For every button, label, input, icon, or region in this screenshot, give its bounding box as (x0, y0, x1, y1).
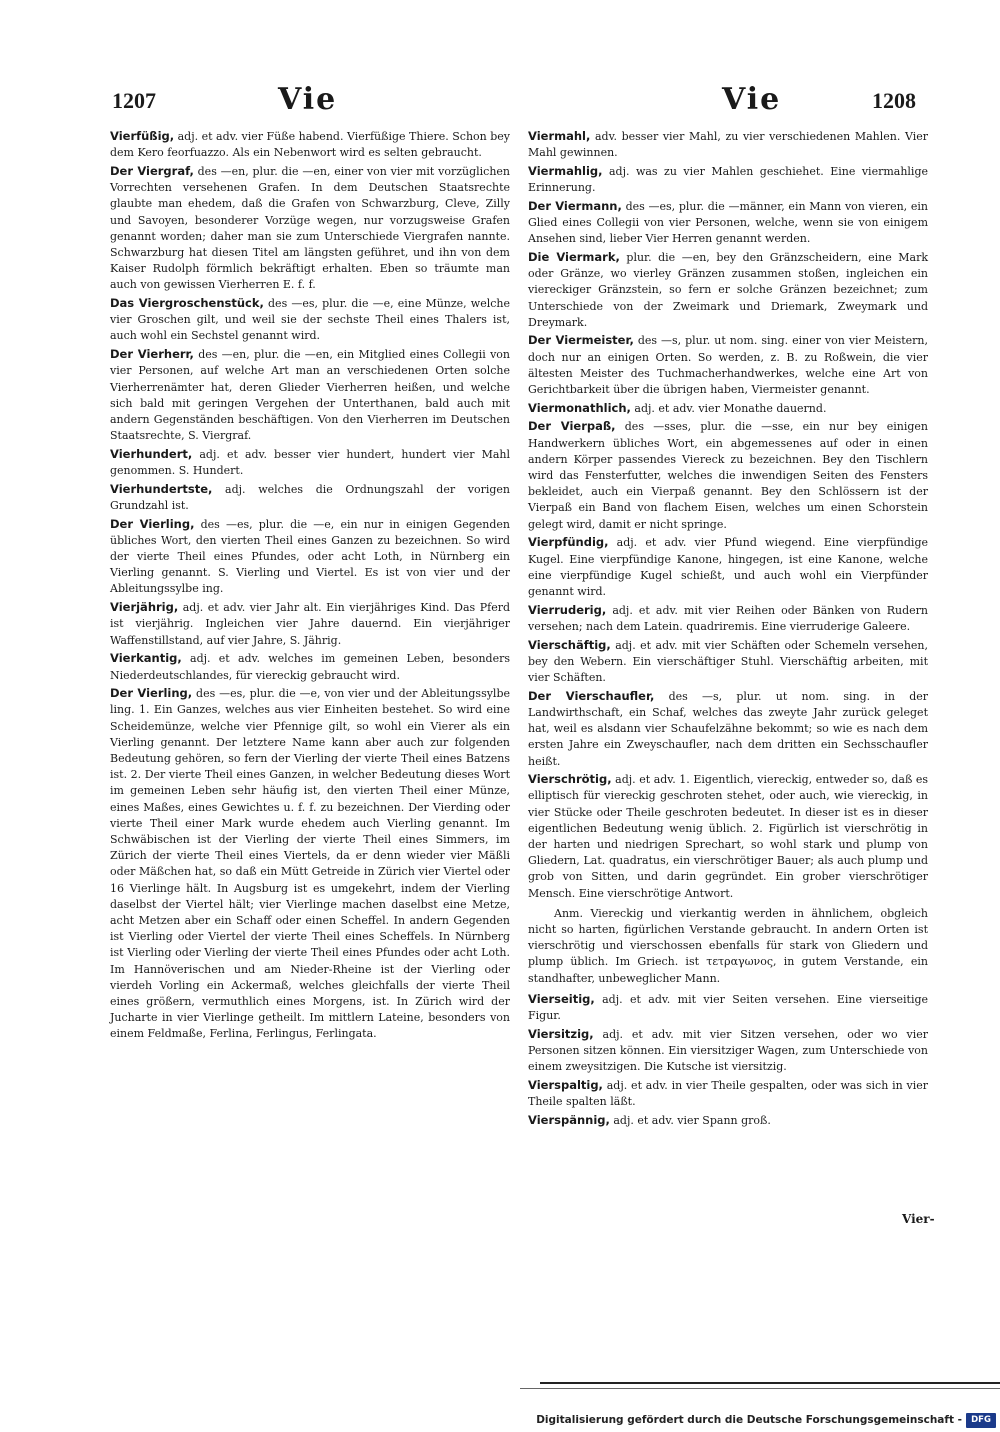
dictionary-entry (528, 163, 928, 196)
dictionary-entry (528, 534, 928, 600)
dictionary-entry (528, 249, 928, 331)
dictionary-entry (528, 418, 928, 532)
entry-text: adj. et adv. mit vier Reihen oder Bänken von Rudern versehen; nach dem Latein. quadriremis. Eine vierruderige Galeere. (528, 603, 928, 633)
dictionary-entry (110, 346, 510, 444)
headword: Viermonathlich, (528, 400, 631, 415)
headword: Der Viermeister, (528, 333, 634, 348)
entry-text: des —en, plur. die —en, ein Mitglied eines Collegii von vier Personen, auf welche Art man an verschiedenen Orten solche Vierherrenämter hat, deren Glieder Vierherren heißen, und welche sich bald mit geringen Vergehen der Unterthanen, bald auch mit andern Gegenständen beschäftigen. Von den Vierherren im Deutschen Staatsrechte, S. Viergraf. (110, 348, 511, 443)
dictionary-entry (110, 516, 510, 598)
headword: Der Viermann, (528, 198, 622, 213)
headword: Der Vierschaufler, (528, 688, 655, 703)
entry-text: adj. et adv. mit vier Sitzen versehen, oder wo vier Personen sitzen können. Ein viersitziger Wagen, zum Unterschiede von einem zweysitzigen. Die Kutsche ist viersitzig. (528, 1027, 928, 1074)
dictionary-entry (110, 295, 510, 345)
headword: Der Vierling, (110, 686, 193, 701)
catchword: Vier- (902, 1212, 935, 1226)
entry-text: des —es, plur. die —männer, ein Mann von vieren, ein Glied eines Collegii von vier Personen, welche, wenn sie von einigem Ansehen sind, lieber Vier Herren genannt werden. (528, 199, 928, 246)
dictionary-entry (110, 446, 510, 479)
entry-text: adj. et adv. 1. Eigentlich, viereckig, entweder so, daß es elliptisch für viereckig geschroten stehet, oder auch, wie viereckig, in vier Stücke oder Theile geschroten bedeutet. In dieser ist es in dieser eigentlichen Bedeutung wenig üblich. 2. Figürlich ist vierschrötig in der harten und niedrigen Sprechart, so wohl stark und plump von Gliedern, Lat. quadratus, ein vierschrötiger Bauer; als auch plump und grob von Sitten, und darin gegründet. Ein grober vierschrötiger Mensch. Eine vierschrötige Antwort. (528, 773, 928, 900)
entry-text: des —en, plur. die —en, einer von vier mit vorzüglichen Vorrechten versehenen Grafen. In dem Deutschen Staatsrechte glaubte man ehedem, daß die Grafen von Schwarzburg, Cleve, Zilly und Savoyen, besonderer Vorzüge wegen, nur vorzugsweise Grafen genannt worden; daher man sie zum Unterschiede Viergrafen nannte. Schwarzburg hat diesen Titel am längsten geführet, und ihn von dem Kaiser Rudolph förmlich bekräftigt erhalten. Eben so träumte man auch von gewissen Vierherren E. f. f. (110, 164, 510, 292)
headword: Der Vierling, (110, 516, 195, 531)
bottom-rule (540, 1382, 1000, 1384)
dictionary-entry (528, 1026, 928, 1076)
headword: Vierspaltig, (528, 1077, 603, 1092)
dictionary-entry (110, 128, 510, 161)
dictionary-entry (528, 991, 928, 1024)
dictionary-entry (110, 650, 510, 683)
headword: Vierpfündig, (528, 535, 609, 550)
headword: Das Viergroschenstück, (110, 296, 264, 311)
entry-text: adj. et adv. vier Monathe dauernd. (634, 401, 827, 415)
headword: Der Vierherr, (110, 347, 194, 362)
running-head-left: Vie (278, 82, 338, 117)
entry-text: adj. et adv. vier Jahr alt. Ein vierjähriges Kind. Das Pferd ist vierjährig. Ingleichen vier Jahre dauernd. Ein vierjähriger Waffenstillstand, auf vier Jahre, S. Jährig. (110, 601, 510, 647)
entry-text: des —es, plur. die —e, von vier und der Ableitungssylbe ling. 1. Ein Ganzes, welches aus vier Einheiten bestehet. So wird eine Scheidemünze, welche vier Pfennige gilt, so wohl ein Vierer als ein Vierling genannt. Der letztere Name kann aber auch zur folgenden Bedeutung gehören, so fern der Vierling der vierte Theil eines Batzens ist. 2. Der vierte Theil eines Ganzen, in welcher Bedeutung dieses Wort im gemeinen Leben sehr häufig ist, den vierten Theil einer Münze, eines Maßes, eines Gewichtes u. f. f. zu bezeichnen. Der Vierding oder vierte Theil einer Mark wurde ehedem auch Vierling genannt. Im Schwäbischen ist der Vierling der vierte Theil eines Simmers, im Zürich der vierte Theil eines Viertels, da er denn wieder vier Mäßli oder Mäßchen hat, so daß ein Mütt Getreide in Zürich vier Viertel oder 16 Vierlinge hält. In Augsburg ist es umgekehrt, indem der Vierling daselbst der Viertel hält; vier Vierlinge machen daselbst eine Metze, acht Metzen aber ein Schaff oder einen Scheffel. In andern Gegenden ist Vierling oder Viertel der vierte Theil eines Scheffels. In Nürnberg ist Vierling oder Vierling der vierte Theil eines Pfundes oder acht Loth. Im Hannöverischen und am Nieder-Rheine ist der Vierling oder vierdeh Vorling ein Ackermaß, welches gleichfalls der vierte Theil eines größern, vermuthlich eines Morgens, ist. In Zürich wird der Jucharte in vier Vierlinge getheilt. Im mittlern Lateine, besonders von einem Feldmaße, Ferlina, Ferlingus, Ferlingata. (110, 687, 511, 1041)
dictionary-entry (528, 771, 928, 902)
dictionary-entry (110, 163, 510, 294)
headword: Viersitzig, (528, 1026, 594, 1041)
headword: Vierruderig, (528, 602, 607, 617)
dictionary-entry (528, 1077, 928, 1110)
headword: Vierhundertste, (110, 481, 213, 496)
dictionary-entry (528, 1112, 928, 1129)
dictionary-entry (110, 685, 510, 1042)
entry-text: adj. et adv. mit vier Seiten versehen. Eine vierseitige Figur. (528, 992, 929, 1023)
entry-text: adj. welches die Ordnungszahl der vorigen Grundzahl ist. (110, 482, 510, 512)
dictionary-entry (528, 400, 928, 417)
dictionary-entry (528, 198, 928, 248)
entry-text: adj. et adv. vier Spann groß. (613, 1113, 771, 1127)
dictionary-entry (110, 481, 510, 514)
entry-text: adj. was zu vier Mahlen geschiehet. Eine viermahlige Erinnerung. (528, 164, 928, 195)
page-number-left: 1207 (112, 88, 156, 113)
dictionary-entry (528, 688, 928, 770)
entry-text: adj. et adv. in vier Theile gespalten, oder was sich in vier Theile spalten läßt. (528, 1078, 929, 1109)
entry-text: des —s, plur. ut nom. sing. einer von vier Meistern, doch nur an einigen Orten. So werden, z. B. zu Roßwein, die vier ältesten Meister des Tuchmacherhandwerkes, welche eine Art von Gerichtbarkeit über die übrigen haben, Viermeister genannt. (528, 334, 928, 397)
dictionary-entry (528, 637, 928, 687)
entry-text: plur. die —en, bey den Gränzscheidern, eine Mark oder Gränze, wo vierley Gränzen zusammen stoßen, ingleichen ein viereckiger Gränzstein, so fern er solche Gränzen bezeichnet; zum Unterschiede von der Zweimark und Driemark, Zweymark und Dreymark. (528, 250, 929, 329)
entry-text: des —sses, plur. die —sse, ein nur bey einigen Handwerkern übliches Wort, ein abgemessenes auf oder in einen andern Körper passendes Viereck zu bezeichnen. Bey den Tischlern wird das Fensterfutter, welches die inwendigen Seiten des Fensters bekleidet, auch ein Vierpaß genannt. Bey den Schlössern ist der Vierpaß ein Band von flachem Eisen, welches um einen Schorstein gelegt wird, damit er nicht springe. (528, 420, 928, 531)
dictionary-entry (528, 602, 928, 635)
headword: Viermahlig, (528, 163, 603, 178)
dictionary-entry (528, 332, 928, 398)
headword: Vierschrötig, (528, 772, 612, 787)
headword: Vierfüßig, (110, 129, 175, 143)
entry-text: des —es, plur. die —e, ein nur in einigen Gegenden übliches Wort, den vierten Theil eines Ganzen zu bezeichnen. So wird der vierte Theil eines Pfundes, oder acht Loth, in Nürnberg ein Vierling genannt. S. Vierling und Viertel. Es ist von vier und der Ableitungssylbe ing. (110, 517, 510, 596)
entry-text: Anm. Viereckig und vierkantig werden in ähnlichem, obgleich nicht so harten, figürlichen Verstande gebraucht. In andern Orten ist vierschrötig und vierschossen ebenfalls für stark von Gliedern und plump üblich. Im Griech. ist τετραγωνος, in gutem Verstande, ein standhafter, unbeweglicher Mann. (528, 906, 928, 985)
entry-text: des —s, plur. ut nom. sing. in der Landwirthschaft, ein Schaf, welches das zweyte Jahr zurück geleget hat, weil es alsdann vier Schaufelzähne bekommt; so wie es nach dem ersten Jahre ein Zweyschaufler, nach dem dritten ein Sechsschaufler heißt. (528, 689, 929, 768)
headword: Vierschäftig, (528, 637, 611, 652)
annotation-note (528, 906, 928, 987)
page-number-right: 1208 (872, 88, 916, 113)
dfg-logo-icon: DFG (966, 1413, 996, 1428)
headword: Vierseitig, (528, 991, 595, 1006)
headword: Vierhundert, (110, 446, 193, 461)
dictionary-entry (528, 128, 928, 161)
footer-bar (0, 1411, 1000, 1432)
bottom-rule-thin (520, 1388, 1000, 1389)
left-column (110, 128, 510, 1044)
right-column (528, 128, 928, 1130)
headword: Vierkantig, (110, 651, 182, 666)
entry-text: adv. besser vier Mahl, zu vier verschiedenen Mahlen. Vier Mahl gewinnen. (528, 130, 928, 160)
headword: Der Vierpaß, (528, 419, 616, 434)
footer-credit: Digitalisierung gefördert durch die Deutsche Forschungsgemeinschaft - (536, 1414, 962, 1426)
entry-text: adj. et adv. welches im gemeinen Leben, besonders Niederdeutschlandes, für viereckig gebraucht wird. (110, 652, 510, 682)
running-head-right: Vie (722, 82, 782, 117)
headword: Vierjährig, (110, 600, 179, 615)
headword: Viermahl, (528, 129, 591, 143)
dictionary-entry (110, 599, 510, 649)
entry-text: adj. et adv. vier Pfund wiegend. Eine vierpfündige Kugel. Eine vierpfündige Kanone, hingegen, ist eine Kanone, welche eine vierpfündige Kugel schießt, und auch wohl ein Vierpfünder genannt wird. (528, 536, 928, 598)
entry-text: des —es, plur. die —e, eine Münze, welche vier Groschen gilt, und weil sie der sechste Theil eines Thalers ist, auch wohl ein Sechstel genannt wird. (110, 297, 510, 343)
entry-text: adj. et adv. mit vier Schäften oder Schemeln versehen, bey den Webern. Ein vierschäftiger Stuhl. Vierschäftig arbeiten, mit vier Schäften. (528, 638, 928, 684)
entry-text: adj. et adv. vier Füße habend. Vierfüßige Thiere. Schon bey dem Kero feorfuazzo. Als ein Nebenwort wird es selten gebraucht. (110, 130, 511, 160)
headword: Der Viergraf, (110, 163, 194, 178)
headword: Vierspännig, (528, 1112, 610, 1127)
entry-text: adj. et adv. besser vier hundert, hundert vier Mahl genommen. S. Hundert. (110, 447, 510, 478)
headword: Die Viermark, (528, 249, 620, 264)
